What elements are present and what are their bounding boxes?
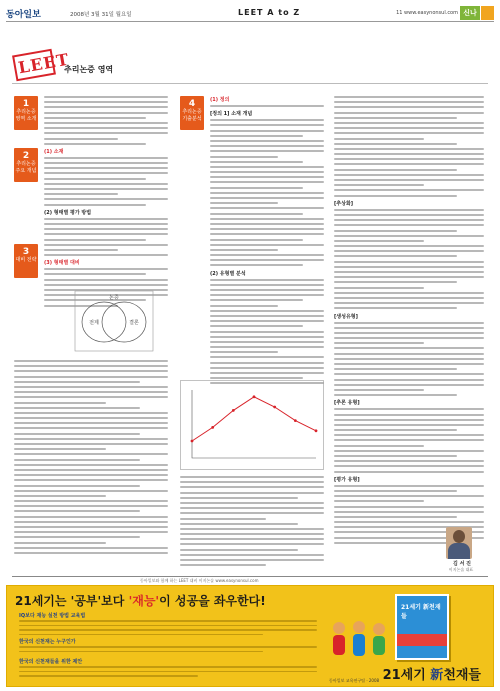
author-body	[448, 543, 470, 559]
text-line	[334, 542, 457, 544]
ad-headline-highlight: '재능'	[128, 594, 160, 608]
text-line	[210, 244, 324, 246]
text-line	[210, 140, 324, 142]
text-line	[334, 255, 457, 257]
text-line	[44, 233, 168, 235]
ad-brand-title	[383, 664, 481, 683]
footer-divider	[12, 576, 488, 577]
text-line	[210, 299, 303, 301]
text-line	[210, 341, 324, 343]
text-line	[334, 276, 484, 278]
text-line	[334, 174, 484, 176]
text-line	[210, 372, 324, 374]
section-heading: [생성유형]	[334, 313, 358, 320]
text-line	[14, 459, 140, 461]
section-heading: (1) 정의	[210, 97, 230, 103]
text-line	[180, 554, 324, 556]
text-line	[14, 547, 168, 549]
text-line	[14, 453, 168, 455]
text-line	[334, 460, 484, 462]
article-body-col1-lower	[14, 360, 168, 557]
text-line	[210, 249, 278, 251]
ad-illustration-icon	[329, 618, 389, 660]
text-line	[334, 209, 484, 211]
text-line	[180, 533, 324, 535]
text-line	[14, 412, 168, 414]
text-line	[334, 245, 484, 247]
text-line	[210, 351, 278, 353]
text-line	[210, 264, 303, 266]
text-line	[210, 161, 303, 163]
text-line	[210, 176, 324, 178]
text-line	[334, 521, 484, 523]
text-line	[44, 167, 168, 169]
text-line	[44, 254, 168, 256]
text-line	[210, 135, 303, 137]
section-heading: (2) 형태별 평가 방법	[44, 209, 92, 216]
text-line	[334, 158, 484, 160]
text-line	[14, 407, 140, 409]
text-line	[210, 218, 324, 220]
text-line	[14, 474, 168, 476]
text-line	[334, 96, 484, 98]
text-line	[210, 130, 324, 132]
text-line	[334, 511, 484, 513]
text-line	[334, 117, 457, 119]
ad-section-text	[19, 620, 317, 638]
text-line	[14, 542, 106, 544]
text-line	[334, 297, 484, 299]
text-line	[334, 337, 484, 339]
text-line	[180, 523, 298, 525]
text-line	[14, 381, 140, 383]
ad-book-title: 21세기 新천재들	[401, 604, 441, 620]
text-line	[334, 143, 457, 145]
text-line	[334, 261, 484, 263]
text-line	[334, 465, 484, 467]
article-body-col2	[210, 96, 324, 388]
text-line	[14, 531, 168, 533]
text-line	[14, 365, 168, 367]
text-line	[44, 223, 168, 225]
text-line	[334, 414, 484, 416]
text-line	[334, 368, 457, 370]
text-line	[44, 268, 168, 270]
text-line	[180, 518, 266, 520]
text-line	[334, 230, 457, 232]
text-line	[210, 105, 324, 107]
tab-label: 추리논증 주요 개념	[15, 161, 37, 174]
text-line	[14, 505, 168, 507]
text-line	[210, 166, 324, 168]
chart-point	[191, 440, 194, 443]
text-line	[180, 528, 324, 530]
text-line	[334, 132, 484, 134]
text-line	[210, 325, 303, 327]
text-line	[44, 228, 168, 230]
chart-point	[253, 395, 256, 398]
text-line	[334, 347, 484, 349]
tab-label: 추리논증 기출분석	[182, 109, 202, 122]
section-heading: [정의 1] 소재 개념	[210, 111, 253, 118]
text-line	[334, 322, 484, 324]
text-line	[14, 376, 168, 378]
ad-section-text	[19, 666, 317, 680]
article-body-col2-lower	[180, 476, 324, 569]
ad-brand-new: 新	[430, 668, 444, 683]
text-line	[14, 536, 140, 538]
text-line	[210, 239, 303, 241]
text-line	[210, 202, 278, 204]
partner-badge-icon	[481, 6, 494, 20]
ad-section-title: 한국의 신천재들을 위한 제안	[19, 659, 83, 665]
text-line	[180, 492, 324, 494]
text-line	[44, 106, 168, 108]
tab-number: 1	[22, 99, 30, 109]
venn-circle-right	[102, 302, 146, 342]
text-line	[44, 127, 168, 129]
text-line	[14, 391, 168, 393]
text-line	[334, 271, 484, 273]
text-line	[14, 427, 168, 429]
text-line	[334, 379, 484, 381]
text-line	[334, 240, 424, 242]
section-title: LEET A to Z	[238, 8, 301, 17]
text-line	[44, 122, 168, 124]
tab-number: 3	[22, 247, 30, 257]
text-line	[180, 507, 324, 509]
text-line	[44, 172, 168, 174]
text-line	[44, 162, 168, 164]
text-line	[334, 307, 457, 309]
text-line	[334, 287, 424, 289]
text-line	[210, 294, 324, 296]
text-line	[210, 315, 324, 317]
text-line	[180, 559, 324, 561]
tab-label: 대비 전략	[15, 257, 37, 263]
text-line	[210, 320, 324, 322]
text-line	[334, 302, 484, 304]
text-line	[334, 169, 457, 171]
author-photo	[446, 527, 472, 559]
text-line	[334, 101, 484, 103]
text-line	[44, 204, 146, 206]
text-line	[14, 370, 168, 372]
author-head	[453, 530, 465, 543]
text-line	[334, 424, 484, 426]
section-heading: [추론 유형]	[334, 400, 360, 407]
text-line	[14, 526, 168, 528]
tab-number: 2	[22, 151, 30, 161]
tab-number: 4	[188, 99, 196, 109]
text-line	[14, 448, 106, 450]
title-divider	[12, 83, 488, 84]
text-line	[210, 223, 324, 225]
text-line	[180, 486, 324, 488]
text-line	[334, 419, 484, 421]
section-heading: (3) 형태별 대비	[44, 260, 80, 267]
text-line	[210, 279, 324, 281]
ad-headline-pre: 21세기는 '공부'보다	[15, 594, 129, 608]
text-line	[14, 386, 168, 388]
text-line	[334, 235, 484, 237]
text-line	[334, 500, 424, 502]
text-line	[334, 495, 484, 497]
newspaper-logo[interactable]: 동아일보	[6, 10, 41, 20]
text-line	[180, 502, 324, 504]
text-line	[44, 112, 168, 114]
text-line	[210, 197, 324, 199]
text-line	[334, 106, 484, 108]
ad-book-stripe	[397, 634, 447, 646]
text-line	[180, 481, 324, 483]
text-line	[210, 119, 324, 121]
text-line	[334, 122, 484, 124]
text-line	[334, 450, 484, 452]
text-line	[334, 184, 424, 186]
text-line	[334, 445, 424, 447]
text-line	[44, 117, 146, 119]
text-line	[210, 310, 324, 312]
text-line	[14, 422, 168, 424]
text-line	[44, 193, 118, 195]
section-heading: (1) 소재	[44, 148, 64, 155]
text-line	[334, 516, 457, 518]
text-line	[334, 363, 484, 365]
text-line	[334, 490, 457, 492]
text-line	[14, 433, 140, 435]
text-line	[44, 218, 168, 220]
text-line	[44, 188, 168, 190]
text-line	[334, 342, 424, 344]
text-line	[210, 207, 324, 209]
text-line	[334, 373, 484, 375]
text-line	[180, 476, 324, 478]
text-line	[44, 101, 168, 103]
text-line	[44, 244, 168, 246]
text-line	[14, 469, 168, 471]
page-header	[6, 6, 494, 22]
text-line	[210, 284, 324, 286]
text-line	[14, 510, 140, 512]
text-line	[334, 384, 484, 386]
text-line	[334, 389, 424, 391]
text-line	[44, 249, 118, 251]
text-line	[334, 434, 484, 436]
text-line	[44, 279, 168, 281]
text-line	[334, 138, 424, 140]
text-line	[180, 512, 324, 514]
text-line	[14, 495, 106, 497]
text-line	[210, 377, 303, 379]
text-line	[44, 198, 168, 200]
text-line	[210, 145, 324, 147]
text-line	[14, 464, 168, 466]
section-heading: (2) 유형별 분석	[210, 270, 246, 277]
line-chart	[180, 380, 324, 470]
text-line	[334, 219, 484, 221]
text-line	[334, 439, 484, 441]
partner-badge: 신나	[460, 6, 480, 20]
ad-section-text	[19, 646, 317, 655]
text-line	[14, 552, 168, 554]
text-line	[180, 543, 324, 545]
chart-point	[211, 426, 214, 429]
section-heading: [평가 유형]	[334, 476, 360, 483]
ad-headline-post: 이 성공을 좌우한다!	[159, 594, 266, 608]
text-line	[334, 353, 484, 355]
text-line	[210, 336, 324, 338]
text-line	[210, 187, 303, 189]
tab-section-4	[180, 96, 204, 130]
text-line	[334, 408, 484, 410]
text-line	[210, 254, 324, 256]
footer-note[interactable]: 동아일보와 함께 하는 LEET 대비 이지논술 www.easynonsul.com	[140, 578, 259, 583]
text-line	[14, 500, 168, 502]
text-line	[210, 259, 324, 261]
text-line	[334, 394, 457, 396]
chart-point	[273, 406, 276, 409]
text-line	[334, 485, 484, 487]
author-desc: 이지논술 대표	[448, 567, 474, 572]
chart-point	[294, 419, 297, 422]
text-line	[210, 362, 324, 364]
chart-frame	[181, 381, 324, 470]
venn-label-right: 결론	[129, 320, 139, 326]
article-body-col1	[44, 96, 168, 310]
text-line	[14, 417, 168, 419]
text-line	[334, 281, 457, 283]
text-line	[210, 228, 324, 230]
tab-label: 추리논증 영역 소개	[15, 109, 37, 122]
issue-date: 2008년 3월 31일 월요일	[70, 12, 132, 18]
text-line	[334, 429, 457, 431]
text-line	[14, 479, 168, 481]
text-line	[44, 273, 146, 275]
text-line	[334, 224, 484, 226]
text-line	[180, 549, 298, 551]
text-line	[44, 143, 146, 145]
text-line	[210, 181, 324, 183]
text-line	[14, 490, 168, 492]
text-line	[334, 179, 484, 181]
text-line	[44, 96, 168, 98]
text-line	[334, 127, 484, 129]
chart-point	[315, 429, 318, 432]
venn-label-left: 전제	[89, 320, 99, 326]
advertisement-banner[interactable]	[6, 585, 494, 687]
text-line	[210, 356, 324, 358]
text-line	[180, 538, 324, 540]
text-line	[14, 402, 106, 404]
chart-series-line	[192, 397, 316, 441]
text-line	[210, 367, 324, 369]
text-line	[210, 213, 303, 215]
venn-label-top: 논증	[109, 295, 119, 301]
text-line	[334, 163, 484, 165]
ad-headline	[15, 592, 266, 609]
text-line	[334, 189, 484, 191]
text-line	[210, 124, 324, 126]
text-line	[44, 138, 118, 140]
text-line	[334, 455, 457, 457]
text-line	[14, 396, 168, 398]
author-name: 김 서 진	[453, 561, 471, 567]
tab-section-1	[14, 96, 38, 130]
text-line	[14, 521, 168, 523]
ad-brand-pre: 21세기	[382, 668, 431, 683]
text-line	[44, 157, 168, 159]
article-body-col3	[334, 96, 484, 547]
text-line	[210, 331, 324, 333]
text-line	[44, 178, 146, 180]
text-line	[180, 497, 298, 499]
text-line	[334, 506, 484, 508]
text-line	[210, 305, 278, 307]
ad-brand-sub: 동아일보 교육연구팀 · 2008	[329, 678, 380, 683]
text-line	[334, 292, 484, 294]
text-line	[210, 171, 324, 173]
text-line	[14, 360, 168, 362]
text-line	[14, 438, 168, 440]
text-line	[334, 327, 484, 329]
text-line	[210, 233, 324, 235]
page-info: 11 www.easynonsul.com	[396, 10, 458, 16]
ad-section-title: IQ보다 재능 실천 방법 교육법	[19, 613, 86, 619]
text-line	[334, 195, 457, 197]
text-line	[210, 289, 324, 291]
text-line	[14, 443, 168, 445]
text-line	[334, 250, 484, 252]
ad-book-cover[interactable]	[395, 594, 449, 660]
text-line	[334, 332, 484, 334]
text-line	[180, 564, 266, 566]
text-line	[44, 284, 168, 286]
text-line	[334, 471, 484, 473]
section-heading: [추상화]	[334, 200, 354, 207]
ad-brand-post: 천재들	[443, 668, 481, 683]
text-line	[44, 183, 168, 185]
text-line	[334, 358, 484, 360]
text-line	[334, 153, 484, 155]
text-line	[14, 516, 168, 518]
tab-section-3	[14, 244, 38, 278]
text-line	[44, 239, 146, 241]
tab-section-2	[14, 148, 38, 182]
text-line	[210, 156, 278, 158]
venn-diagram	[74, 290, 154, 352]
leet-logo: LEET	[16, 49, 71, 78]
text-line	[334, 266, 484, 268]
chart-axes	[192, 390, 316, 458]
text-line	[44, 132, 168, 134]
text-line	[14, 485, 140, 487]
chart-point	[232, 409, 235, 412]
text-line	[210, 346, 324, 348]
text-line	[334, 112, 484, 114]
text-line	[210, 150, 324, 152]
text-line	[334, 214, 484, 216]
text-line	[334, 148, 484, 150]
ad-section-title: 한국의 신천재는 누구인가	[19, 639, 76, 645]
text-line	[210, 192, 324, 194]
article-subtitle: 추리논증 영역	[64, 65, 114, 74]
